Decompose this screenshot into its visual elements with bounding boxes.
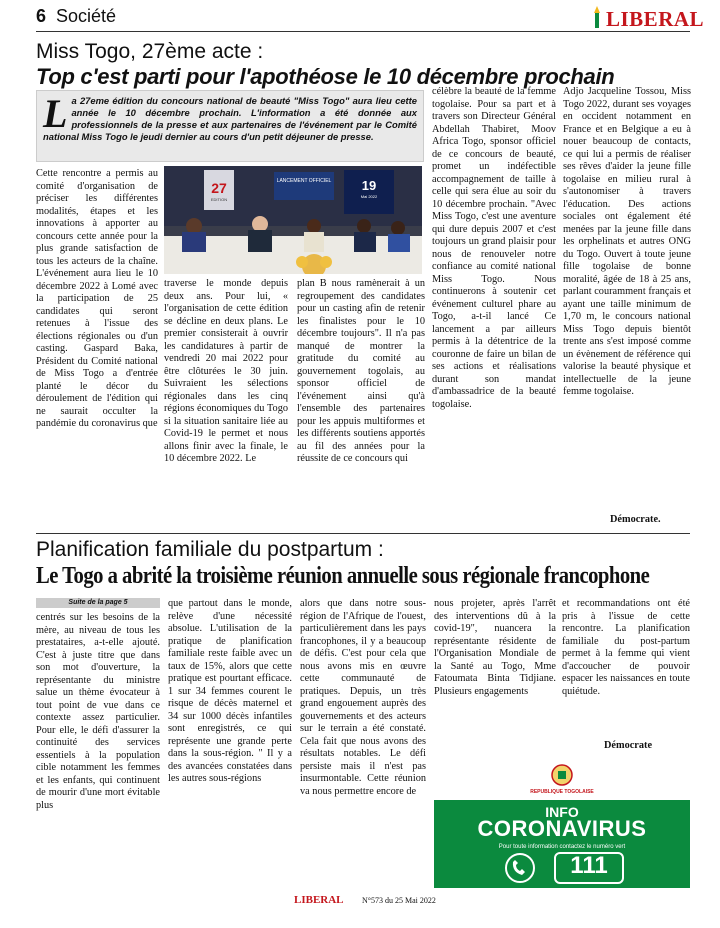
article1-lead xyxy=(36,90,424,162)
article2-column-2: que partout dans le monde, relève d'une nécessité absolue. L'utilisation de la pratique de planification familiale reste faible avec un taux de 15%, alors que cette pratique est pourtant efficace. 1 sur 34 femmes courent le risque de décès maternel et 34 sur 1000 décès infantiles sont enregistrés, ce qui représente une grande perte dans la sous-région. " Il y a des avancées constatées dans les autres sous-régions xyxy=(168,598,292,784)
article2-column-4: nous projeter, après l'arrêt des interventions dû à la covid-19", nuancera la représentante résidente de l'Organisation Mondiale de la Santé au Togo, Mme Fatoumata Binta Tidjiane. Plusieurs engagements xyxy=(434,598,556,697)
article2-column-5: et recommandations ont été pris à l'issue de cette rencontre. La planification familiale du post-partum permet à la femme qui vient d'accoucher de pouvoir espacer les naissances en toute quiétude. xyxy=(562,598,690,697)
phone-icon xyxy=(500,852,540,884)
page-number: 6 xyxy=(36,6,47,26)
article1-column-1: Cette rencontre a permis au comité d'organisation de préciser les différentes modalités, étapes et les innovations à apporter au concours cette année pour la plus grande satisfaction de tous les acteurs de la chaîne. L'événement aura lieu le 10 décembre 2022 à Lomé avec la participation de 25 candidates qui seront retenues à l'issue des élections régionales ou d'un casting. Gaspard Baka, Président du Comité national de Miss Togo a d'entrée planté le décor du déroulement de l'édition qui ne saurait occulter la pandémie du coronavirus que xyxy=(36,168,158,429)
article2-column-3: alors que dans notre sous-région de l'Afrique de l'ouest, particulièrement dans les pays francophones, il y a beaucoup de défis. C'est pour cela que nous avons mis en œuvre cette communauté de pratiques. Depuis, un très grand engouement auprès des gouvernements et des acteurs sur le terrain a été constaté. Cela fait que nous avons des résultats notables. Le défi persiste mais il n'est pas insurmontable. Cette réunion va nous permettre encore de xyxy=(300,598,426,797)
torch-icon xyxy=(590,4,604,30)
article1-signature: Démocrate. xyxy=(610,514,661,525)
photo-banner: LANCEMENT OFFICIEL xyxy=(276,178,332,184)
article1-column-3: plan B nous ramènerait à un regroupement des candidates pour un casting afin de retenir les finalistes pour le 10 décembre toujours". Il n'a pas manqué de montrer la gratitude du comité au gouvernement togolais, au sponsor officiel de l'événement ainsi qu'à l'ensemble des partenaires pour les appuis multiformes et les différents soutiens apportés au fil des années pour la réussite de ce concours qui xyxy=(297,278,425,464)
coronavirus-ad xyxy=(434,760,690,888)
continued-from-badge: Suite de la page 5 xyxy=(36,598,160,608)
article1-title: Top c'est parti pour l'apothéose le 10 décembre prochain xyxy=(36,64,615,89)
article-separator xyxy=(36,533,690,534)
lead-text: a 27eme édition du concours national de beauté "Miss Togo" aura lieu cette année le 10 décembre prochain. L'information a été donnée aux professionnels de la presse et aux partenaires de l'événement par le Comité national Miss Togo le jeudi dernier au cours d'un petit déjeuner de presse. xyxy=(43,95,417,142)
ad-title: CORONAVIRUS xyxy=(477,816,647,841)
article1-column-5: Adjo Jacqueline Tossou, Miss Togo 2022, durant ses voyages en occident notamment en France et en Belgique a eu à nouer beaucoup de contacts, ce qui lui a permis de réaliser ses rêves d'aider la jeune fille togolaise en milieu rural à s'autonomiser à travers l'éducation. Des actions sociales ont également été menées par la jeune fille dans les orphelinats et autres ONG du Togo. Ouvert à toute jeune fille togolaise de bonne moralité, âgée de 18 à 25 ans, parlant couramment français et ayant une taille minimum de 1,70 m, le concours national Miss Togo depuis bientôt trente ans s'est imposé comme un évènement de référence qui valorise la beauté physique et intellectuelle de la jeune femme togolaise. xyxy=(563,86,691,397)
ad-info: INFO xyxy=(545,804,579,820)
photo-badge-sub: Mai 2022 xyxy=(360,194,378,199)
lead-dropcap: L xyxy=(43,91,68,136)
article2-title: Le Togo a abrité la troisième réunion annuelle sous régionale francophone xyxy=(36,563,650,589)
article2-kicker: Planification familiale du postpartum : xyxy=(36,538,384,561)
article2-signature: Démocrate xyxy=(604,740,653,751)
footer-issue: N°573 du 25 Mai 2022 xyxy=(362,896,436,905)
section-title: Société xyxy=(56,6,117,26)
logo-text: LIBERAL xyxy=(606,7,705,31)
newspaper-logo xyxy=(590,4,705,32)
ad-republic: REPUBLIQUE TOGOLAISE xyxy=(530,789,594,795)
ad-hotline-number: 111 xyxy=(554,852,624,884)
photo-edition: 27 xyxy=(211,180,227,196)
coat-of-arms-icon xyxy=(550,763,574,787)
header-rule xyxy=(36,31,690,32)
article2-column-1: centrés sur les besoins de la mère, au niveau de tous les prestataires, a-t-elle ajouté. C'est à juste titre que dans son mot d'ouverture, la représentante du ministre salue un thème évocateur à tout point de vue dans ce contexte assez particulier. Pour elle, le défi d'assurer la continuité des services essentiels à la population cible notamment les femmes et les enfants, qui continuent de mourir d'une mort évitable plus xyxy=(36,612,160,811)
footer-logo: LIBERAL xyxy=(294,894,344,906)
photo-edition-suffix: EDITION xyxy=(210,197,228,202)
article1-column-4: célèbre la beauté de la femme togolaise. Pour sa part et à travers son Directeur Général Abdellah Thabiret, Moov Africa Togo, sponsor officiel de ce concours de beauté, promet un indéfectible accompagnement de taille à celle qui sera élue au soir du 10 décembre prochain. "Avec Miss Togo, c'est une aventure qui dure depuis 2007 et c'est toujours un grand plaisir pour nous de renouveler notre confiance au comité national Miss Togo. Nous continuerons à soutenir cet événement culturel phare au Togo, a-t-il lancé Ce lancement a par ailleurs permis à la détentrice de la couronne de faire un bilan de ses actions et réalisations durant son mandat d'ambassadrice de la beauté togolaise. xyxy=(432,86,556,410)
article1-kicker: Miss Togo, 27ème acte : xyxy=(36,40,264,63)
photo-badge: 19 xyxy=(361,178,377,193)
article1-column-2: traverse le monde depuis deux ans. Pour lui, « l'organisation de cette édition se décline en deux plans. Le premier consisterait à ouvrir les candidatures à partir de vendredi 20 mai 2022 pour être clôturées le 30 juin. Suivraient les sélections régionales dans les cinq régions économiques du Togo si la situation sanitaire liée au Covid-19 le permet et nous allons finir avec la finale, le 10 décembre 2022. Le xyxy=(164,278,288,464)
press-conference-photo xyxy=(164,166,422,274)
ad-subtitle: Pour toute information contactez le numéro vert xyxy=(498,844,626,850)
